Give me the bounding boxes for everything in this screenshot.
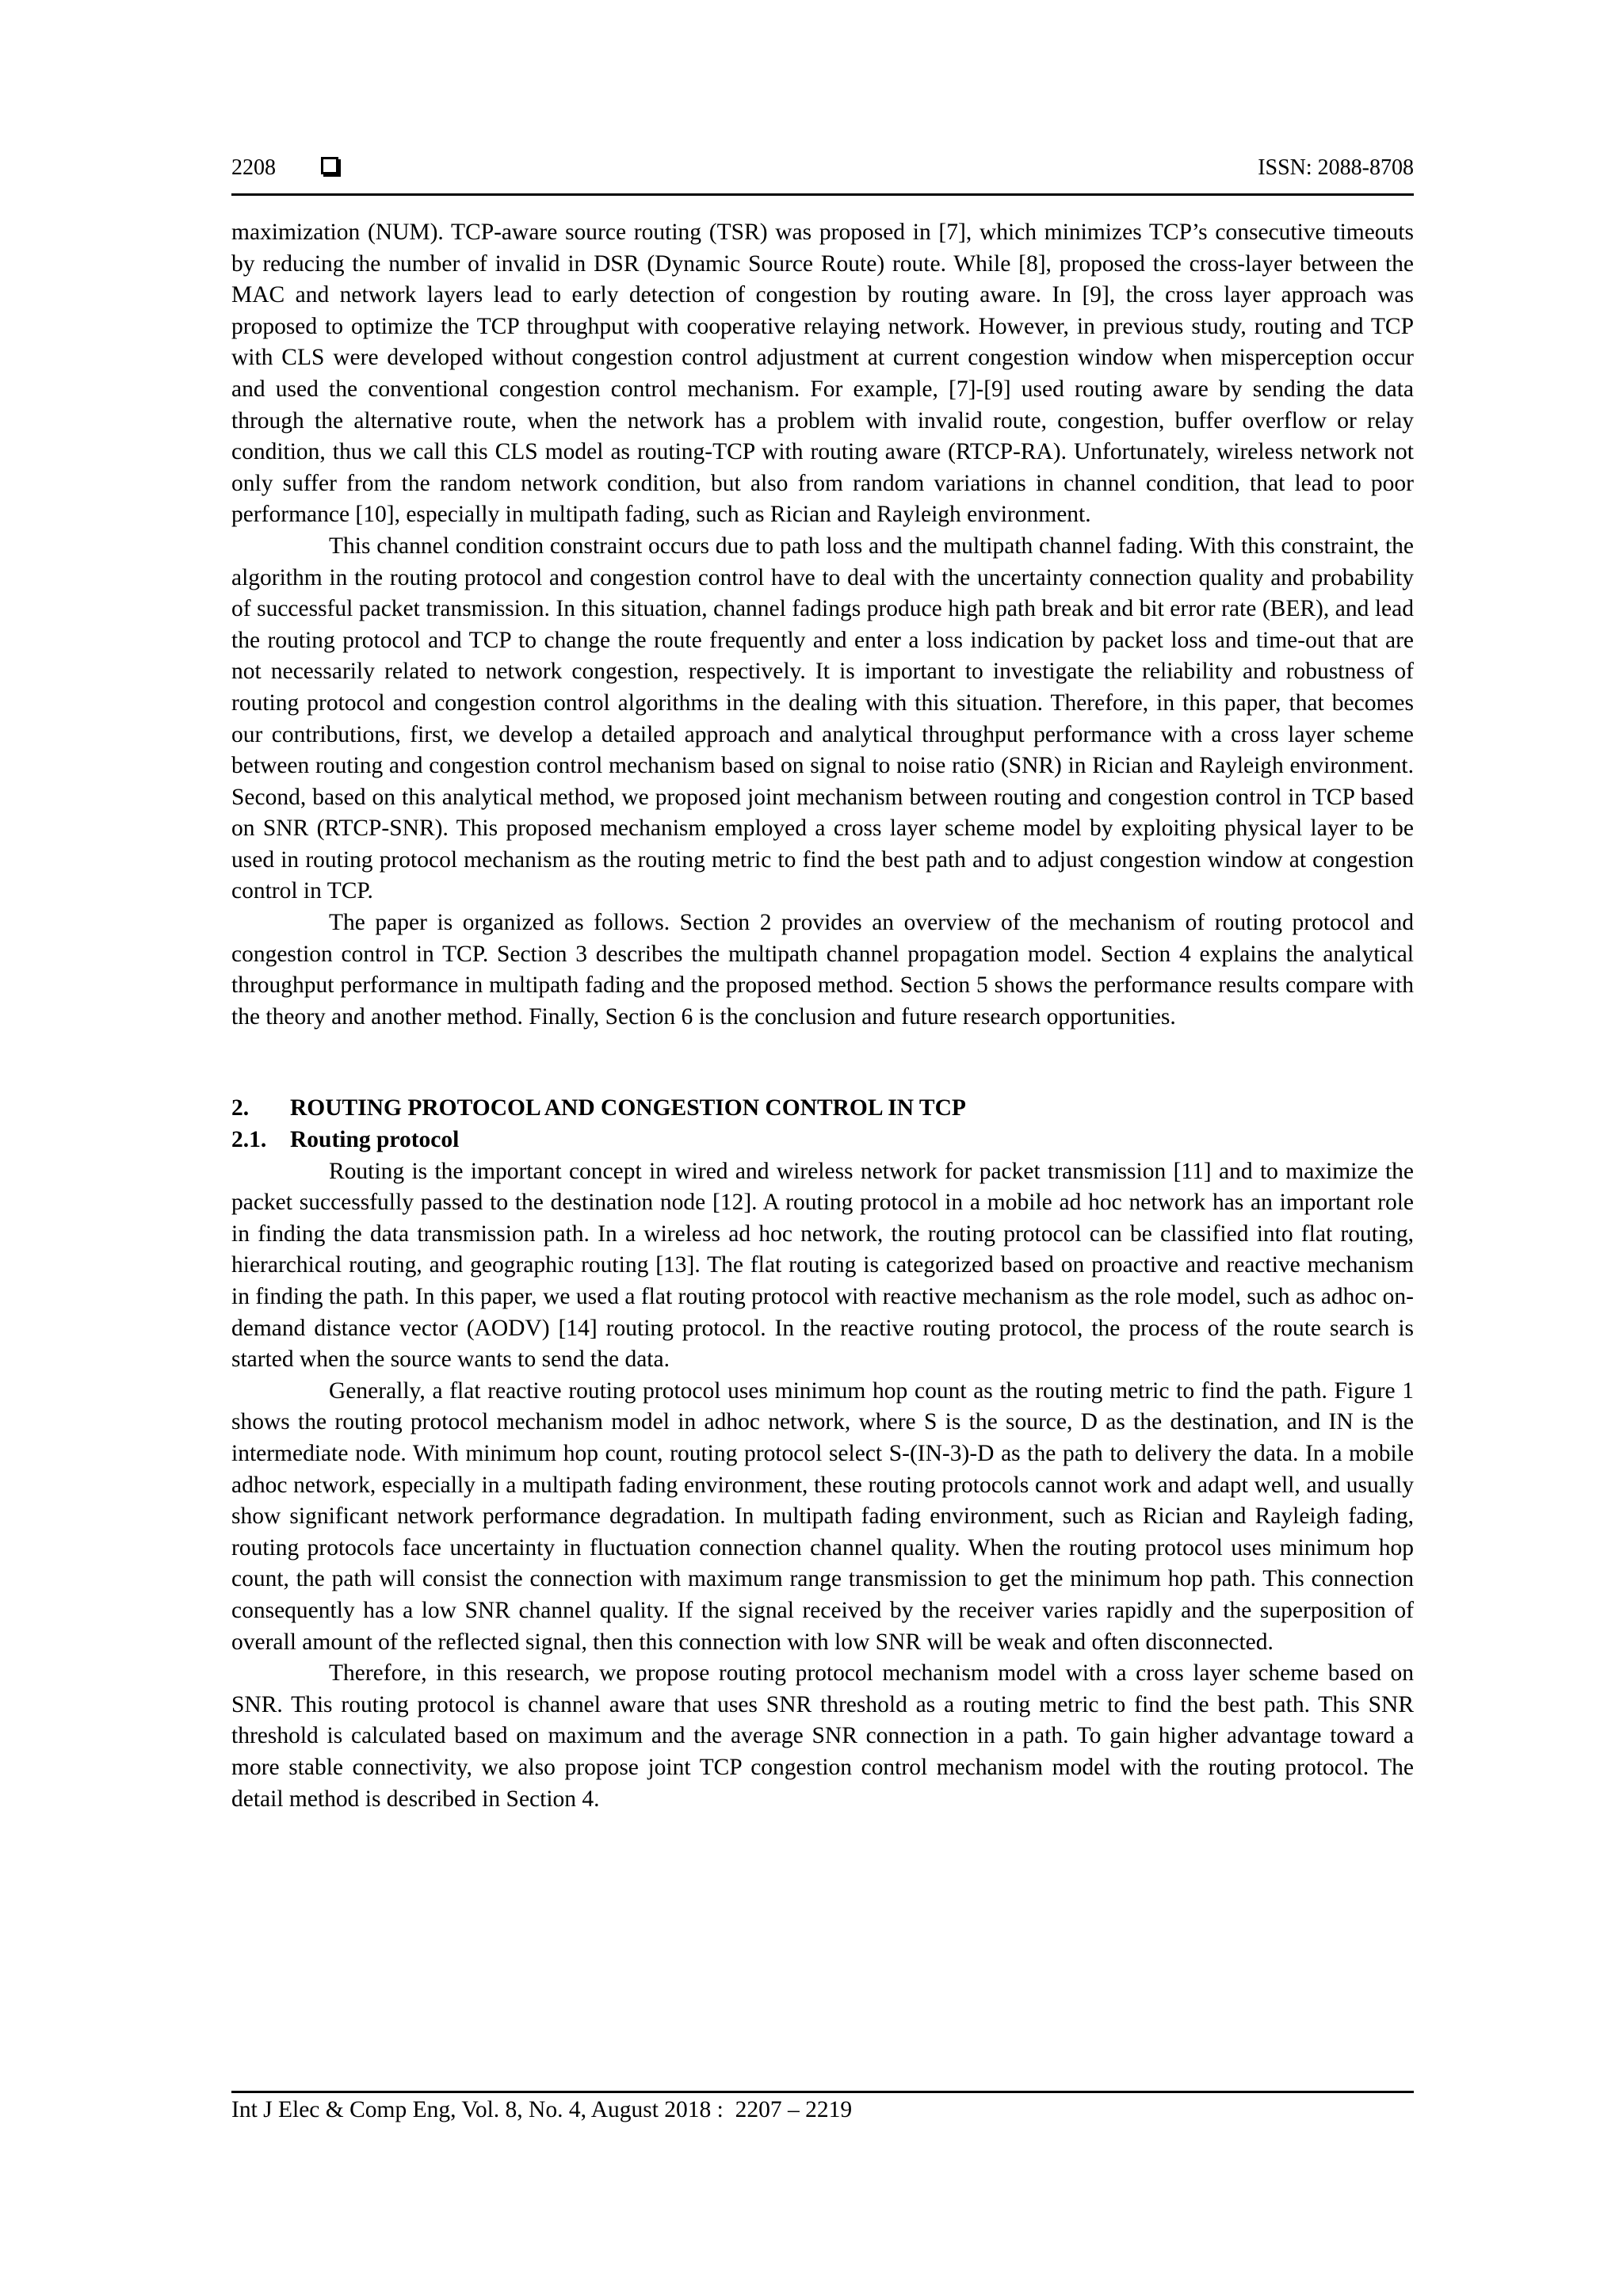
routing-paragraph-3: Therefore, in this research, we propose routing protocol mechanism model with a cross layer scheme based on SNR. This routing protocol is channel aware that uses SNR threshold as a routing metric to find the best path. This SNR threshold is calculated based on maximum and the average SNR connection in a path. To gain higher advantage toward a more stable connectivity, we also propose joint TCP congestion control mechanism model with the routing protocol. The detail method is described in Section 4. bbox=[231, 1660, 1414, 1812]
intro-paragraph-3: The paper is organized as follows. Section 2 provides an overview of the mechanism of routing protocol and congestion control in TCP. Section 3 describes the multipath channel propagation model. Section 4 explains the analytical throughput performance in multipath fading and the proposed method. Section 5 shows the performance results compare with the theory and another method. Finally, Section 6 is the conclusion and future research opportunities. bbox=[231, 910, 1414, 1030]
journal-citation: Int J Elec & Comp Eng, Vol. 8, No. 4, August 2018 : 2207 – 2219 bbox=[231, 2097, 853, 2122]
section-2-title: ROUTING PROTOCOL AND CONGESTION CONTROL IN TCP bbox=[290, 1095, 966, 1121]
square-bullet-icon bbox=[321, 157, 338, 174]
intro-paragraph-2: This channel condition constraint occurs due to path loss and the multipath channel fading. With this constraint, the algorithm in the routing protocol and congestion control have to deal with the uncertainty connection quality and probability of successful packet transmission. In this situation, channel fadings produce high path break and bit error rate (BER), and lead the routing protocol and TCP to change the route frequently and enter a loss indication by packet loss and time-out that are not necessarily related to network congestion, respectively. It is important to investigate the reliability and robustness of routing protocol and congestion control algorithms in the dealing with this situation. Therefore, in this paper, that becomes our contributions, first, we develop a detailed approach and analytical throughput performance with a cross layer scheme between routing and congestion control mechanism based on signal to noise ratio (SNR) in Rician and Rayleigh environment. Second, based on this analytical method, we proposed joint mechanism between routing and congestion control in TCP based on SNR (RTCP-SNR). This proposed mechanism employed a cross layer scheme model by exploiting physical layer to be used in routing protocol mechanism as the routing metric to find the best path and to adjust congestion window at congestion control in TCP. bbox=[231, 533, 1414, 904]
routing-paragraph-2: Generally, a flat reactive routing protocol uses minimum hop count as the routing metric to find the path. Figure 1 shows the routing protocol mechanism model in adhoc network, where S is the source, D as the destination, and IN is the intermediate node. With minimum hop count, routing protocol select S-(IN-3)-D as the path to delivery the data. In a mobile adhoc network, especially in a multipath fading environment, these routing protocols cannot work and adapt well, and usually show significant network performance degradation. In multipath fading environment, such as Rician and Rayleigh fading, routing protocols face uncertainty in fluctuation connection channel quality. When the routing protocol uses minimum hop count, the path will consist the connection with maximum range transmission to get the minimum hop path. This connection consequently has a low SNR channel quality. If the signal received by the receiver varies rapidly and the superposition of overall amount of the reflected signal, then this connection with low SNR will be weak and often disconnected. bbox=[231, 1377, 1414, 1655]
intro-paragraph-1: maximization (NUM). TCP-aware source routing (TSR) was proposed in [7], which minimizes TCP’s consecutive timeouts by reducing the number of invalid in DSR (Dynamic Source Route) route. While [8], proposed the cross-layer between the MAC and network layers lead to early detection of congestion by routing aware. In [9], the cross layer approach was proposed to optimize the TCP throughput with cooperative relaying network. However, in previous study, routing and TCP with CLS were developed without congestion control adjustment at current congestion window when misperception occur and used the conventional congestion control mechanism. For example, [7]-[9] used routing aware by sending the data through the alternative route, when the network has a problem with invalid route, congestion, buffer overflow or relay condition, thus we call this CLS model as routing-TCP with routing aware (RTCP-RA). Unfortunately, wireless network not only suffer from the random network condition, but also from random variations in channel condition, that lead to poor performance [10], especially in multipath fading, such as Rician and Rayleigh environment. bbox=[231, 220, 1414, 528]
header-rule bbox=[231, 193, 1414, 196]
issn-label: ISSN: 2088-8708 bbox=[1258, 155, 1414, 180]
footer-rule bbox=[231, 2091, 1414, 2093]
section-2-1-number: 2.1. bbox=[231, 1127, 267, 1153]
section-2-1-title: Routing protocol bbox=[290, 1127, 460, 1153]
page-header bbox=[231, 155, 1414, 190]
section-2-1-heading bbox=[231, 1125, 1414, 1156]
section-2-number: 2. bbox=[231, 1095, 250, 1121]
routing-paragraph-1: Routing is the important concept in wired and wireless network for packet transmission [11] and to maximize the packet successfully passed to the destination node [12]. A routing protocol in a mobile ad hoc network has an important role in finding the data transmission path. In a wireless ad hoc network, the routing protocol can be classified into flat routing, hierarchical routing, and geographic routing [13]. The flat routing is categorized based on proactive and reactive mechanism in finding the path. In this paper, we used a flat routing protocol with reactive mechanism as the role model, such as adhoc on-demand distance vector (AODV) [14] routing protocol. In the reactive routing protocol, the process of the route search is started when the source wants to send the data. bbox=[231, 1158, 1414, 1373]
section-2-heading bbox=[231, 1093, 1414, 1125]
page-number: 2208 bbox=[231, 155, 276, 180]
article-body bbox=[231, 217, 1414, 1815]
